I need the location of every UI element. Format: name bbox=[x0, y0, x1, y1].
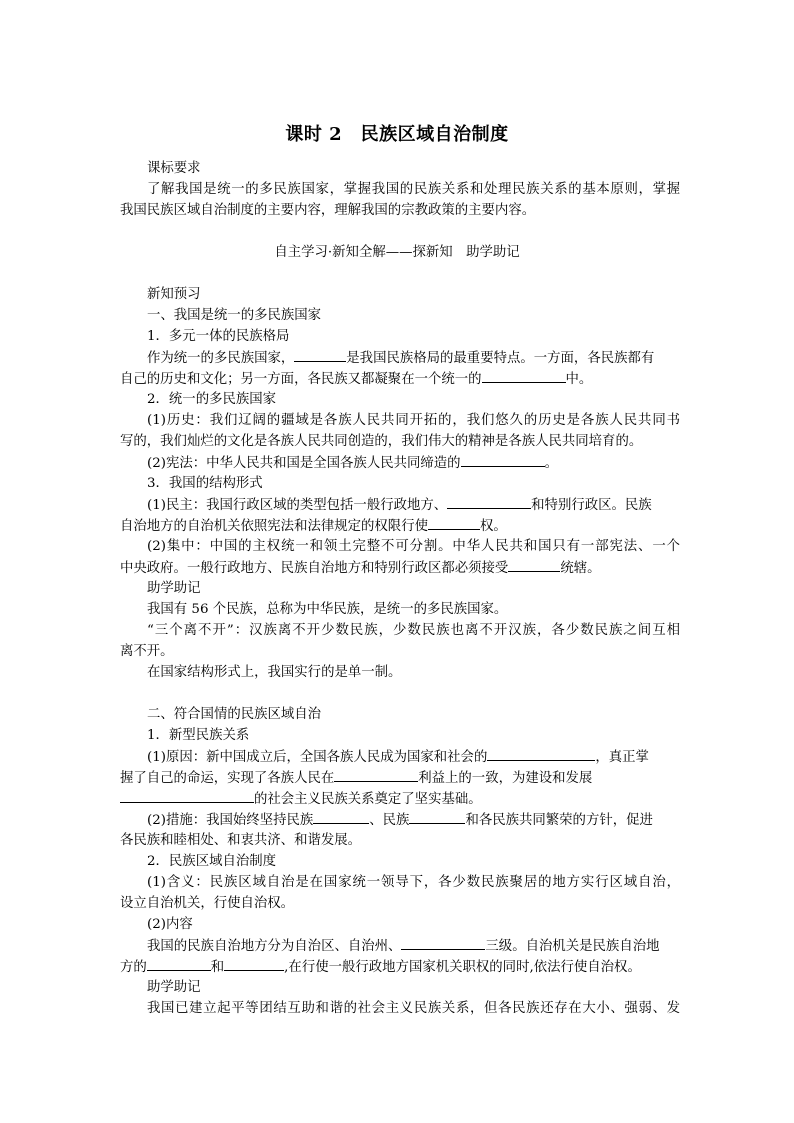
blank[interactable] bbox=[487, 746, 595, 761]
section-heading: 课标要求 bbox=[147, 161, 201, 176]
blank[interactable] bbox=[120, 788, 254, 803]
blank[interactable] bbox=[224, 956, 284, 971]
section-heading: 一、我国是统一的多民族国家 bbox=[147, 308, 322, 323]
paragraph-line bbox=[120, 557, 680, 579]
blank[interactable] bbox=[313, 809, 369, 824]
subheading: 2．民族区域自治制度 bbox=[147, 854, 277, 869]
paragraph-line: 各民族和睦相处、和衷共济、和谐发展。 bbox=[120, 833, 362, 848]
text-segment: 统辖。 bbox=[560, 561, 601, 576]
blank[interactable] bbox=[482, 368, 566, 383]
blank[interactable] bbox=[294, 347, 346, 362]
text-segment: 、民族 bbox=[369, 813, 410, 828]
text-segment: (2)宪法：中华人民共和国是全国各族人民共同缔造的 bbox=[147, 456, 461, 471]
text-segment: 中央政府。一般行政地方、民族自治地方和特别行政区都必须接受 bbox=[120, 561, 509, 576]
subheading: (2)内容 bbox=[147, 917, 193, 932]
paragraph-line bbox=[147, 809, 680, 831]
text-segment: (1)民主：我国行政区域的类型包括一般行政地方、 bbox=[147, 498, 448, 513]
text-segment: 握了自己的命运，实现了各族人民在 bbox=[120, 771, 335, 786]
text-segment: 作为统一的多民族国家， bbox=[147, 351, 295, 366]
text-segment: 权。 bbox=[479, 519, 507, 534]
text-segment: (2)措施：我国始终坚持民族 bbox=[147, 813, 314, 828]
paragraph-line bbox=[120, 515, 680, 537]
blank[interactable] bbox=[334, 767, 418, 782]
paragraph-line bbox=[147, 935, 680, 957]
text-segment: 和 bbox=[210, 960, 225, 975]
paragraph-line: 写的，我们灿烂的文化是各族人民共同创造的，我们伟大的精神是各族人民共同培育的。 bbox=[120, 434, 643, 449]
text-segment: 是我国民族格局的最重要特点。一方面，各民族都有 bbox=[346, 351, 655, 366]
text-segment: 和各民族共同繁荣的方针，促进 bbox=[465, 813, 653, 828]
text-segment: 自治地方的自治机关依照宪法和法律规定的权限行使 bbox=[120, 519, 428, 534]
paragraph-line bbox=[147, 452, 680, 474]
paragraph-line bbox=[147, 494, 680, 516]
paragraph-line: (1)含义：民族区域自治是在国家统一领导下，各少数民族聚居的地方实行区域自治， bbox=[147, 875, 680, 890]
text-segment: 和特别行政区。民族 bbox=[531, 498, 652, 513]
subheading: 1．新型民族关系 bbox=[147, 728, 250, 743]
paragraph-line: 离不开。 bbox=[120, 644, 174, 659]
paragraph-line bbox=[120, 956, 680, 978]
text-segment: 三级。自治机关是民族自治地 bbox=[485, 939, 660, 954]
paragraph-line: “三个离不开”：汉族离不开少数民族，少数民族也离不开汉族，各少数民族之间互相 bbox=[147, 623, 680, 638]
paragraph-line bbox=[120, 368, 680, 390]
section-heading: 二、符合国情的民族区域自治 bbox=[147, 707, 322, 722]
text-segment: 中。 bbox=[565, 372, 593, 387]
paragraph-line bbox=[120, 767, 680, 789]
paragraph-line: (2)集中：中国的主权统一和领土完整不可分割。中华人民共和国只有一部宪法、一个 bbox=[147, 539, 680, 554]
paragraph-line: 在国家结构形式上，我国实行的是单一制。 bbox=[147, 665, 402, 680]
text-segment: ,在行使一般行政地方国家机关职权的同时,依法行使自治权。 bbox=[284, 960, 641, 975]
text-segment: 自己的历史和文化；另一方面，各民族又都凝聚在一个统一的 bbox=[120, 372, 482, 387]
text-segment: 我国的民族自治地方分为自治区、自治州、 bbox=[147, 939, 402, 954]
text-segment: 的社会主义民族关系奠定了坚实基础。 bbox=[254, 792, 482, 807]
blank[interactable] bbox=[428, 515, 480, 530]
text-segment: (1)原因：新中国成立后，全国各族人民成为国家和社会的 bbox=[147, 750, 488, 765]
paragraph-line: 我国有 56 个民族，总称为中华民族，是统一的多民族国家。 bbox=[147, 602, 508, 617]
paragraph-line: (1)历史：我们辽阔的疆域是各族人民共同开拓的，我们悠久的历史是各族人民共同书 bbox=[147, 413, 680, 428]
paragraph-line: 我国已建立起平等团结互助和谐的社会主义民族关系，但各民族还存在大小、强弱、发 bbox=[147, 1001, 680, 1016]
subheading: 3．我国的结构形式 bbox=[147, 476, 263, 491]
subheading: 2．统一的多民族国家 bbox=[147, 392, 277, 407]
paragraph-line: 了解我国是统一的多民族国家，掌握我国的民族关系和处理民族关系的基本原则，掌握 bbox=[147, 182, 680, 197]
subheading: 1．多元一体的民族格局 bbox=[147, 329, 290, 344]
paragraph-line bbox=[147, 347, 680, 369]
section-heading: 助学助记 bbox=[147, 980, 201, 995]
paragraph-line: 我国民族区域自治制度的主要内容，理解我国的宗教政策的主要内容。 bbox=[120, 203, 536, 218]
blank[interactable] bbox=[447, 494, 531, 509]
paragraph-line: 设立自治机关，行使自治权。 bbox=[120, 896, 295, 911]
blank[interactable] bbox=[147, 956, 211, 971]
text-segment: 利益上的一致，为建设和发展 bbox=[418, 771, 593, 786]
text-segment: 。 bbox=[544, 456, 558, 471]
paragraph-line bbox=[120, 788, 680, 810]
blank[interactable] bbox=[508, 557, 560, 572]
section-banner: 自主学习·新知全解——探新知 助学助记 bbox=[274, 245, 520, 260]
blank[interactable] bbox=[409, 809, 465, 824]
blank[interactable] bbox=[461, 452, 545, 467]
section-heading: 新知预习 bbox=[147, 287, 201, 302]
text-segment: ，真正掌 bbox=[595, 750, 649, 765]
section-heading: 助学助记 bbox=[147, 581, 201, 596]
paragraph-line bbox=[147, 746, 680, 768]
text-segment: 方的 bbox=[120, 960, 147, 975]
blank[interactable] bbox=[401, 935, 485, 950]
page-title: 课时 2 民族区域自治制度 bbox=[285, 124, 509, 145]
